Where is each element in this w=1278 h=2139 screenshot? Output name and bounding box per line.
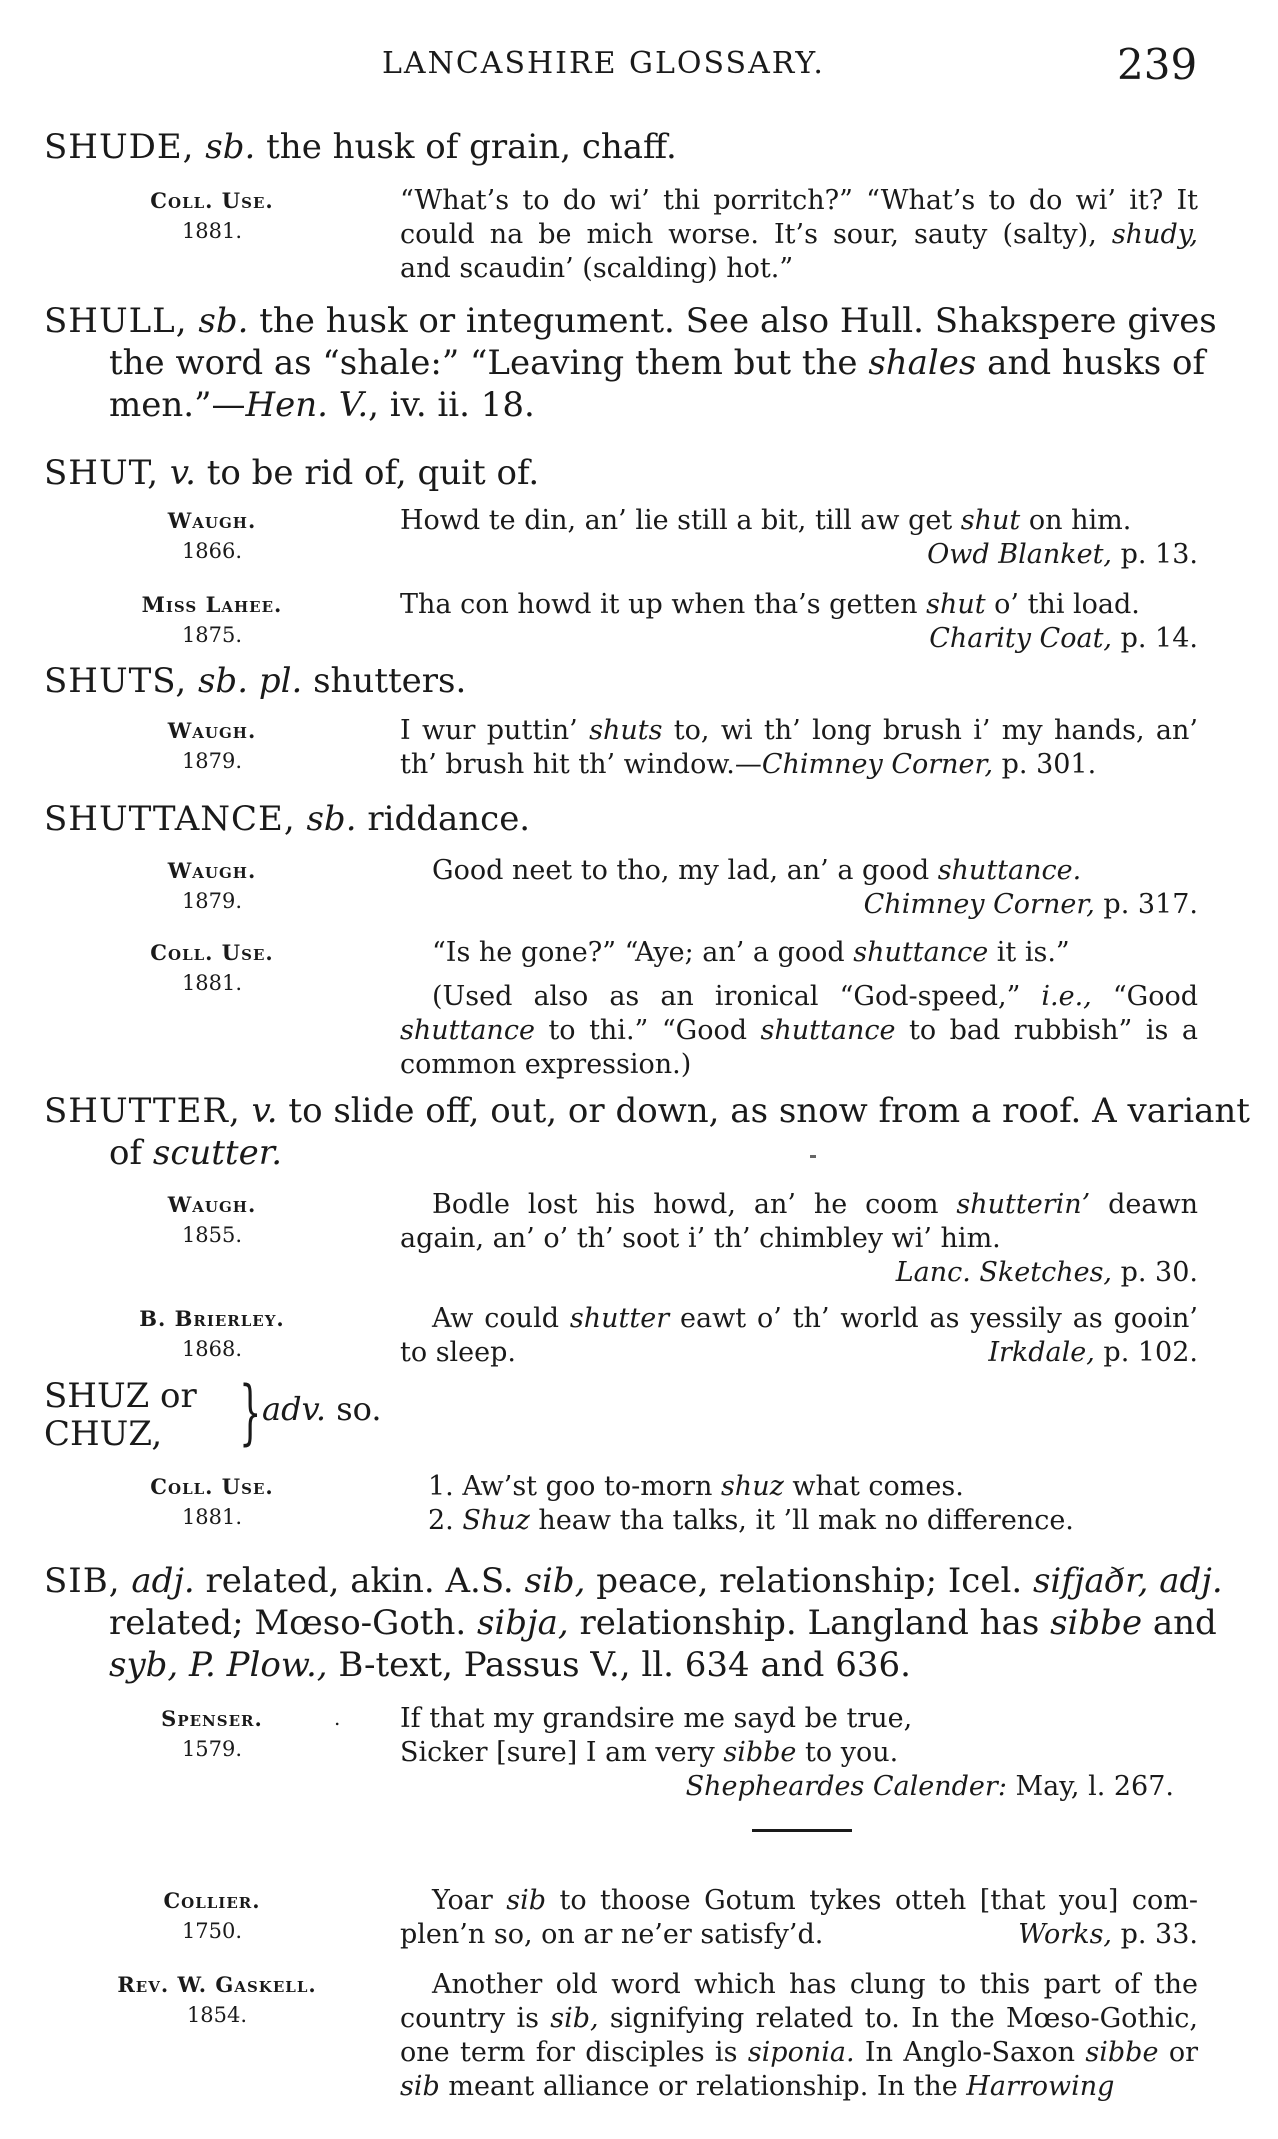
section-divider [752, 1829, 852, 1832]
source-page: May, l. 267. [1006, 1771, 1174, 1802]
quote-text: In Anglo-Saxon [854, 2037, 1086, 2068]
citation-year: 1855. [181, 1223, 243, 1247]
citation-year: 1579. [181, 1737, 243, 1761]
source-page: p. 317. [1094, 889, 1198, 920]
page-header [0, 40, 1278, 100]
definition-italic: Hen. V. [245, 385, 369, 425]
quote-italic: sib [506, 1885, 546, 1916]
citation-author: Coll. Use. [150, 1474, 274, 1499]
headword-shude [44, 126, 677, 168]
part-of-speech: v. [169, 453, 196, 493]
definition: relationship. Langland has [568, 1603, 1051, 1643]
quote-text: to thi.” “Good [534, 1015, 761, 1046]
quote-text: Sicker [sure] I am very [400, 1737, 724, 1768]
quote-italic: Harrowing [966, 2071, 1115, 2102]
definition-italic: sib, [524, 1561, 586, 1601]
part-of-speech: sb. pl. [197, 661, 303, 701]
quote-text: (Used also as an ironical “God-speed,” [432, 981, 1042, 1012]
headword-shuttance [44, 798, 530, 840]
source-title: Chimney Corner, [863, 889, 1095, 920]
citation-author: Waugh. [167, 858, 257, 883]
headword: SHULL, [44, 301, 188, 341]
definition: and [1142, 1603, 1217, 1643]
stray-dot: . [334, 1706, 341, 1730]
source-title: Shepheardes Calender: [685, 1771, 1007, 1802]
quote-text: or [1158, 2037, 1198, 2068]
source-page: p. 301. [993, 749, 1097, 780]
quote-italic: shuts [589, 715, 663, 746]
definition-italic: sifjaðr, [1032, 1561, 1149, 1601]
quote-text: 2. [428, 1505, 463, 1536]
stray-mark [810, 1155, 816, 1158]
definition: the husk or integument. See also Hull. Shakspere gives the word as “shale:” “Leaving them but the [109, 301, 1217, 383]
quote-italic: shuttance. [937, 855, 1082, 886]
citation-source [112, 1472, 312, 1532]
definition-italic: adj. [1159, 1561, 1223, 1601]
quote-source [1018, 1918, 1198, 1952]
definition: peace, relationship; Icel. [585, 1561, 1033, 1601]
quote-italic: shuttance [760, 1015, 896, 1046]
quote-text: Bodle lost his howd, an’ he coom [432, 1189, 957, 1220]
running-title: LANCASHIRE GLOSSARY. [382, 46, 825, 81]
quote-text: signifying related to. In the Mœso-Gothic, one term for disciples is [400, 2003, 1198, 2068]
headword-chuz: CHUZ, [44, 1414, 163, 1454]
quote-text: what comes. [783, 1471, 964, 1502]
quotation [400, 1968, 1198, 2104]
definition-italic: P. Plow., [189, 1645, 328, 1685]
definition [262, 1390, 381, 1428]
quote-text: to bad rubbish” is a common expression.) [400, 1015, 1198, 1080]
citation-source [112, 506, 312, 566]
quote-text: Howd te din, an’ lie still a bit, till aw get [400, 505, 961, 536]
quotation [400, 1884, 1198, 1952]
citation-source [112, 938, 312, 998]
quote-source [927, 538, 1198, 572]
source-title: Works, [1018, 1919, 1113, 1950]
citation-source [112, 1190, 312, 1250]
citation-author: Waugh. [167, 718, 257, 743]
quote-text: 1. Aw’st goo to-morn [428, 1471, 721, 1502]
definition: shutters. [302, 661, 467, 701]
quote-text: Another old word which has clung to this part of the country is [400, 1969, 1198, 2034]
part-of-speech: adj. [131, 1561, 195, 1601]
source-title: Charity Coat, [929, 623, 1113, 654]
quotation [400, 1188, 1198, 1290]
citation-source [112, 856, 312, 916]
quote-text: Tha con howd it up when tha’s getten [400, 589, 927, 620]
quote-text: meant alliance or relationship. In the [439, 2071, 967, 2102]
citation-source [112, 186, 312, 246]
part-of-speech: sb. [306, 799, 357, 839]
citation-year: 1879. [181, 889, 243, 913]
quote-line [428, 1470, 1198, 1504]
citation-source [112, 1304, 312, 1364]
source-title: Chimney Corner, [761, 749, 994, 780]
definition: to be rid of, quit of. [195, 453, 540, 493]
definition: related, akin. A.S. [194, 1561, 525, 1601]
citation-author: Spenser. [161, 1706, 263, 1731]
citation-source [112, 716, 312, 776]
part-of-speech: sb. [198, 301, 249, 341]
citation-author: B. Brierley. [139, 1306, 285, 1331]
quote-text: Aw could [432, 1303, 570, 1334]
citation-year: 1868. [181, 1337, 243, 1361]
quote-italic: sib [400, 2071, 440, 2102]
quote-italic: shuz [720, 1471, 784, 1502]
citation-source [112, 1704, 312, 1764]
quote-italic: i.e., [1041, 981, 1092, 1012]
quote-text: on him. [1020, 505, 1132, 536]
headword-shuts [44, 660, 466, 702]
citation-author: Coll. Use. [150, 940, 274, 965]
quote-text: I wur puttin’ [400, 715, 590, 746]
quote-italic: sibbe [723, 1737, 797, 1768]
citation-year: 1881. [181, 219, 243, 243]
citation-year: 1879. [181, 749, 243, 773]
quote-line [428, 1504, 1198, 1538]
verse-line [400, 1736, 1198, 1770]
definition-italic: sibja, [476, 1603, 569, 1643]
quote-source [400, 1256, 1198, 1290]
quote-note [400, 980, 1198, 1082]
headword: SHUTTANCE, [44, 799, 296, 839]
definition-italic: syb, [109, 1645, 179, 1685]
citation-year: 1881. [181, 971, 243, 995]
quote-line [400, 936, 1198, 970]
citation-source [102, 1970, 332, 2030]
headword-shutter [44, 1090, 1271, 1174]
quote-source [400, 1770, 1198, 1804]
source-title: Lanc. Sketches, [895, 1257, 1113, 1288]
citation-year: 1875. [181, 623, 243, 647]
headword-shut [44, 452, 539, 494]
source-title: Irkdale, [988, 1337, 1095, 1368]
definition: to slide off, out, or down, as snow from a roof. A variant of [109, 1091, 1250, 1173]
quote-italic: shudy, [1111, 219, 1198, 250]
headword: SHUTS, [44, 661, 188, 701]
definition-text: so. [326, 1390, 382, 1428]
definition: , iv. ii. 18. [368, 385, 535, 425]
source-page: p. 102. [1094, 1337, 1198, 1368]
citation-year: 1866. [181, 539, 243, 563]
quote-text: and scaudin’ (scalding) hot.” [400, 253, 794, 284]
definition [178, 1645, 189, 1685]
quote-text: to thoose Gotum tykes otteh [that you] com-plen’n so, on ar ne’er satisfy’d. [400, 1885, 1198, 1950]
part-of-speech: adv. [262, 1390, 327, 1428]
quote-italic: siponia. [747, 2037, 855, 2068]
quote-text: Yoar [432, 1885, 507, 1916]
quote-italic: shutter [569, 1303, 670, 1334]
quote-text: o’ thi load. [985, 589, 1140, 620]
headword: SIB, [44, 1561, 121, 1601]
quote-italic: shuttance [400, 1015, 535, 1046]
quote-italic: sibbe [1085, 2037, 1159, 2068]
quote-source [988, 1336, 1198, 1370]
headword-shull [44, 300, 1271, 426]
part-of-speech: sb. [205, 127, 256, 167]
quote-italic: shutterin’ [956, 1189, 1091, 1220]
citation-author: Rev. W. Gaskell. [117, 1972, 317, 1997]
source-title: Owd Blanket, [927, 539, 1113, 570]
definition: and husks of men.”— [109, 343, 1206, 425]
quote-source [400, 622, 1198, 656]
brace-glyph: } [239, 1371, 262, 1453]
definition-italic: sibbe [1050, 1603, 1143, 1643]
definition-italic: shales [868, 343, 977, 383]
headword-shuz: SHUZ or [44, 1376, 197, 1416]
quote-italic: Shuz [462, 1505, 530, 1536]
definition-italic: scutter. [152, 1133, 283, 1173]
quotation [428, 1470, 1198, 1538]
citation-author: Waugh. [167, 508, 257, 533]
quotation [400, 588, 1198, 656]
quote-source [400, 888, 1198, 922]
quotation [400, 1302, 1198, 1370]
headword: SHUDE, [44, 127, 195, 167]
quote-text: to you. [796, 1737, 899, 1768]
citation-source [112, 1886, 312, 1946]
quote-italic: shut [960, 505, 1021, 536]
quotation [400, 504, 1198, 572]
source-page: p. 33. [1112, 1919, 1198, 1950]
definition: the husk of grain, chaff. [255, 127, 677, 167]
quotation [400, 854, 1198, 922]
quote-text: “What’s to do wi’ thi porritch?” “What’s to do wi’ it? It could na be mich worse. It’s sour, sauty (salty), [400, 185, 1198, 250]
quote-text: it is.” [988, 937, 1070, 968]
quotation [400, 1702, 1198, 1804]
citation-source [112, 590, 312, 650]
quote-text: “Good [1091, 981, 1198, 1012]
headword-sib [44, 1560, 1271, 1686]
quote-italic: shuttance [853, 937, 989, 968]
source-page: p. 14. [1112, 623, 1198, 654]
headword: SHUTTER, [44, 1091, 241, 1131]
quote-text: eawt o’ th’ world as yessily as gooin’ to sleep. [400, 1303, 1198, 1368]
part-of-speech: v. [251, 1091, 278, 1131]
quote-italic: sib, [550, 2003, 599, 2034]
quote-text: to, wi th’ long brush i’ my hands, an’ th’ brush hit th’ window.— [400, 715, 1198, 780]
quotation [400, 184, 1198, 286]
quote-text: heaw tha talks, it ’ll mak no difference. [529, 1505, 1074, 1536]
page-number: 239 [1117, 40, 1198, 89]
citation-author: Waugh. [167, 1192, 257, 1217]
definition: related; Mœso-Goth. [109, 1603, 477, 1643]
citation-year: 1881. [181, 1505, 243, 1529]
citation-author: Coll. Use. [150, 188, 274, 213]
citation-author: Collier. [163, 1888, 261, 1913]
quote-italic: shut [926, 589, 986, 620]
quotation [400, 936, 1198, 1082]
quote-text: deawn again, an’ o’ th’ soot i’ th’ chimbley wi’ him. [400, 1189, 1198, 1254]
headword: SHUT, [44, 453, 160, 493]
definition: riddance. [356, 799, 531, 839]
verse-line: If that my grandsire me sayd be true, [400, 1703, 913, 1734]
citation-year: 1750. [181, 1919, 243, 1943]
citation-author: Miss Lahee. [141, 592, 283, 617]
quote-text: “Is he gone?” “Aye; an’ a good [432, 937, 854, 968]
source-page: p. 13. [1112, 539, 1198, 570]
citation-year: 1854. [186, 2003, 248, 2027]
source-page: p. 30. [1112, 1257, 1198, 1288]
quote-text: Good neet to tho, my lad, an’ a good [432, 855, 938, 886]
definition: B-text, Passus V., ll. 634 and 636. [327, 1645, 911, 1685]
quotation [400, 714, 1198, 782]
